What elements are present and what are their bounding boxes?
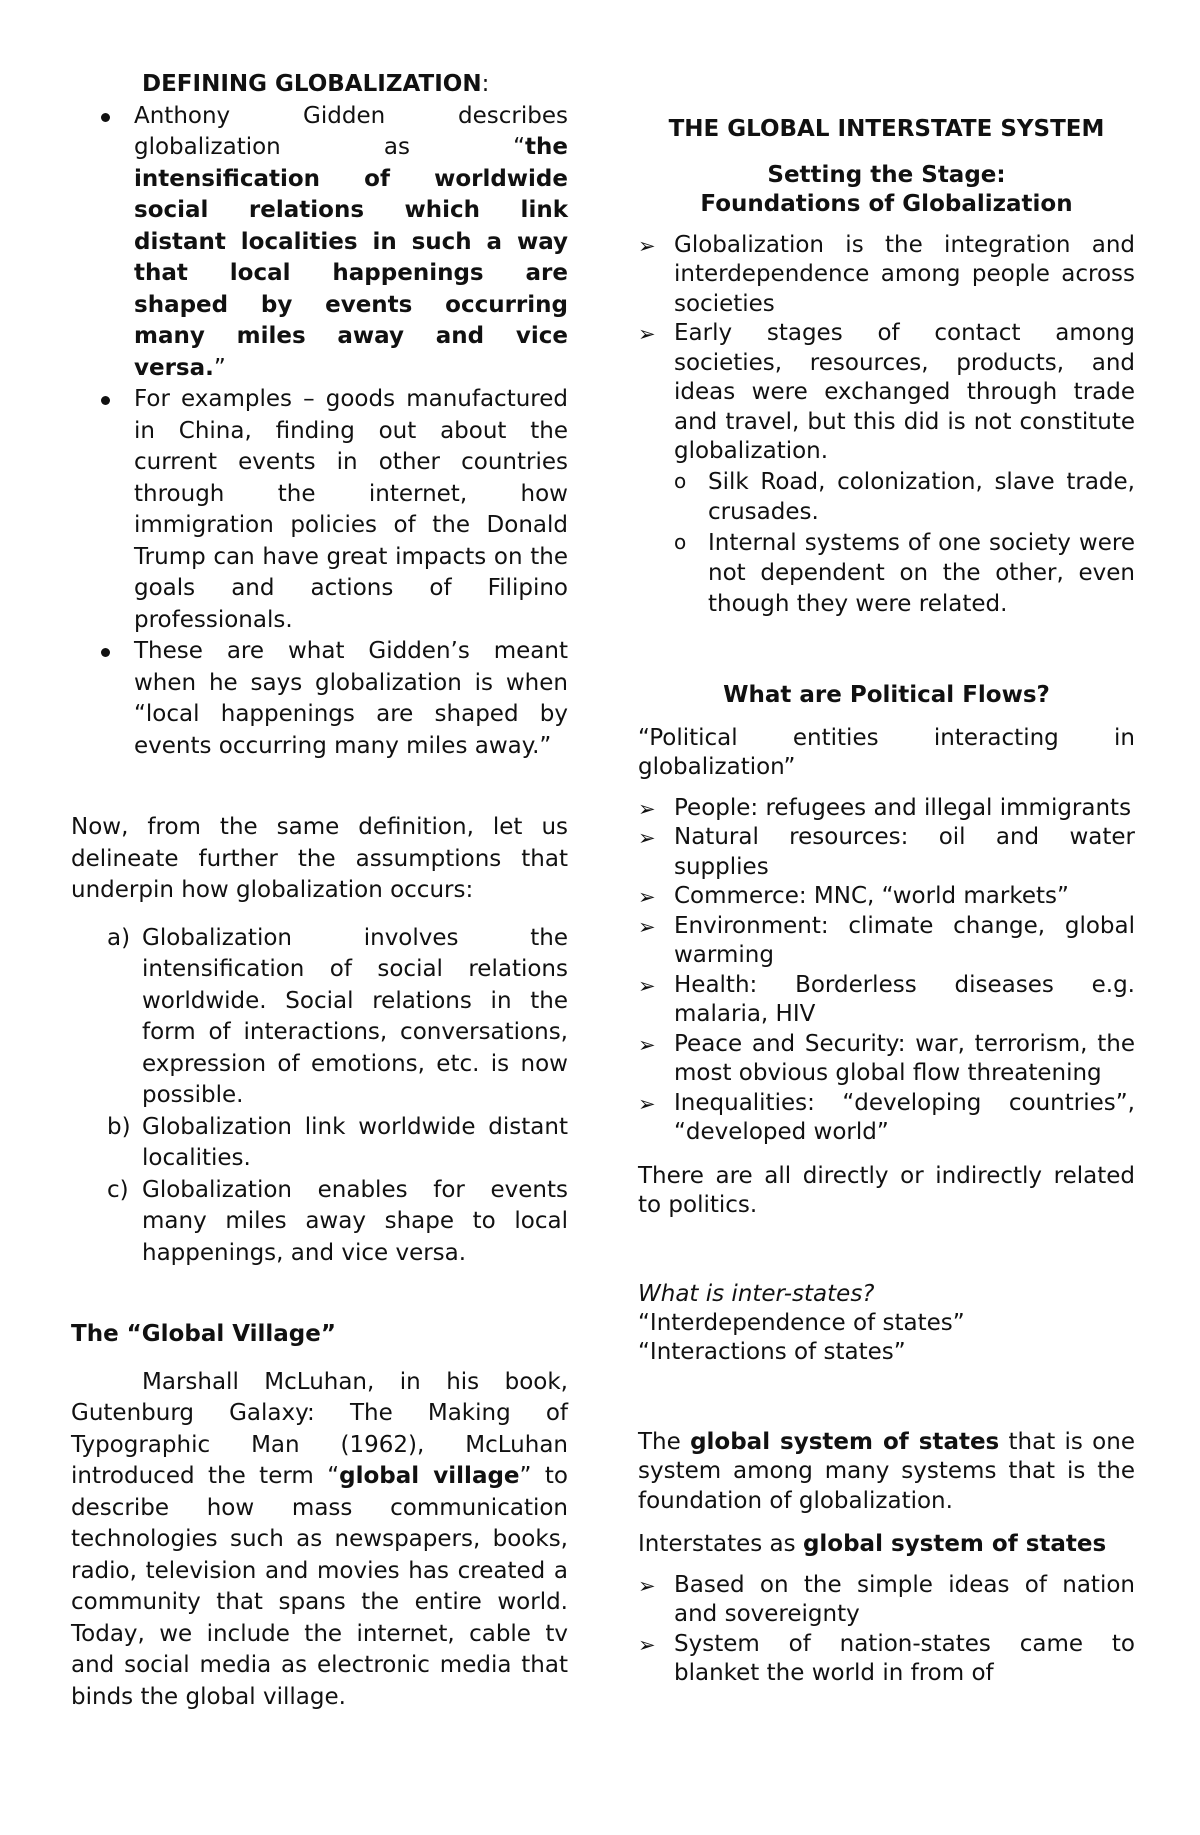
political-flows-list [638,794,1135,1148]
arrowhead-icon: ➢ [638,826,656,850]
hollow-circle-icon: o [674,529,687,554]
arrowhead-icon: ➢ [638,233,656,258]
flow-item: ➢ Peace and Security: war, terrorism, the most obvious global flow threatening [638,1030,1135,1086]
arrowhead-icon: ➢ [638,1032,656,1057]
political-flows-quote: “Political entities interacting in globalization” [638,724,1135,780]
bullet-dot-icon [101,113,110,122]
inter-states-question: What is inter-states? [638,1280,875,1307]
inter-states-answer-1: “Interdependence of states” [638,1309,965,1336]
foundation-item: ➢ Early stages of contact among societies, resources, products, and ideas were exchanged through trade and travel, but this did is not constitute globalization. [638,320,1135,464]
right-column [638,0,1135,1689]
setting-stage-heading: Setting the Stage: [767,161,1006,188]
flow-item: ➢ Environment: climate change, global warming [638,912,1135,968]
bullet-item: Anthony Gidden describes globalization as “the intensification of worldwide social relations which link distant localities in such a way that local happenings are shaped by events occurring many miles away and vice versa.” [71,101,568,385]
bullet-item: These are what Gidden’s meant when he says globalization is when “local happenings are shaped by events occurring many miles away.” [71,636,568,762]
foundations-list [638,231,1135,467]
interstate-heading: THE GLOBAL INTERSTATE SYSTEM [668,116,1105,142]
interstates-as-system: Interstates as global system of states [638,1531,1107,1557]
flow-item: ➢ Natural resources: oil and water supplies [638,824,1135,880]
assumption-item: c) Globalization enables for events many miles away shape to local happenings, and vice versa. [107,1176,568,1266]
bullet-dot-icon [101,648,110,657]
bullet-item: For examples – goods manufactured in China, finding out about the current events in other countries through the internet, how immigration policies of the Donald Trump can have great impacts on the goals and actions of Filipino professionals. [71,384,568,636]
arrowhead-icon: ➢ [638,1091,656,1116]
arrowhead-icon: ➢ [638,1573,656,1598]
arrowhead-icon: ➢ [638,914,656,939]
giddens-definition: the intensification of worldwide social relations which link distant localities in such a way that local happenings are shaped by events occurring many miles away and vice versa. [134,134,568,381]
arrowhead-icon: ➢ [638,973,656,998]
bullet-dot-icon [101,396,110,405]
global-village-heading: The “Global Village” [71,1321,336,1347]
global-system-paragraph: The global system of states that is one system among many systems that is the foundation of globalization. [638,1428,1135,1514]
defining-heading: DEFINING GLOBALIZATION: [142,71,490,97]
basis-item: ➢ System of nation-states came to blanket the world in from of [638,1630,1135,1686]
global-village-paragraph: Marshall McLuhan, in his book, Gutenburg Galaxy: The Making of Typographic Man (1962), McLuhan introduced the term “global village” to describe how mass communication technologies such as newspapers, books, radio, television and movies has created a community that spans the entire world. Today, we include the internet, cable tv and social media as electronic media that binds the global village. [71,1368,568,1710]
assumptions-list [71,923,568,1270]
flow-item: ➢ Commerce: MNC, “world markets” [638,882,1135,912]
flow-item: ➢ Inequalities: “developing countries”, “developed world” [638,1089,1135,1145]
foundations-heading: Foundations of Globalization [700,190,1073,217]
left-column [71,0,568,1713]
arrowhead-icon: ➢ [638,885,656,909]
sub-item: o Internal systems of one society were not dependent on the other, even though they were related. [638,528,1135,620]
hollow-circle-icon: o [674,468,687,493]
foundation-item: ➢ Globalization is the integration and interdependence among people across societies [638,231,1135,317]
definition-bullets [71,101,568,763]
flow-item: ➢ People: refugees and illegal immigrants [638,794,1135,824]
arrowhead-icon: ➢ [638,796,656,821]
assumption-item: a) Globalization involves the intensification of social relations worldwide. Social relations in the form of interactions, conversations, expression of emotions, etc. is now possible. [107,924,568,1108]
sovereignty-list [638,1571,1135,1689]
basis-item: ➢ Based on the simple ideas of nation and sovereignty [638,1571,1135,1627]
political-flows-heading: What are Political Flows? [723,682,1050,708]
arrowhead-icon: ➢ [638,322,656,346]
assumptions-intro: Now, from the same definition, let us delineate further the assumptions that underpin how globalization occurs: [71,814,568,903]
inter-states-answer-2: “Interactions of states” [638,1338,906,1365]
sub-item: o Silk Road, colonization, slave trade, crusades. [638,467,1135,528]
flow-item: ➢ Health: Borderless diseases e.g. malaria, HIV [638,971,1135,1027]
arrowhead-icon: ➢ [638,1632,656,1657]
assumption-item: b) Globalization link worldwide distant localities. [107,1113,568,1171]
foundation-sub-list [638,467,1135,620]
politics-related: There are all directly or indirectly related to politics. [638,1162,1135,1218]
